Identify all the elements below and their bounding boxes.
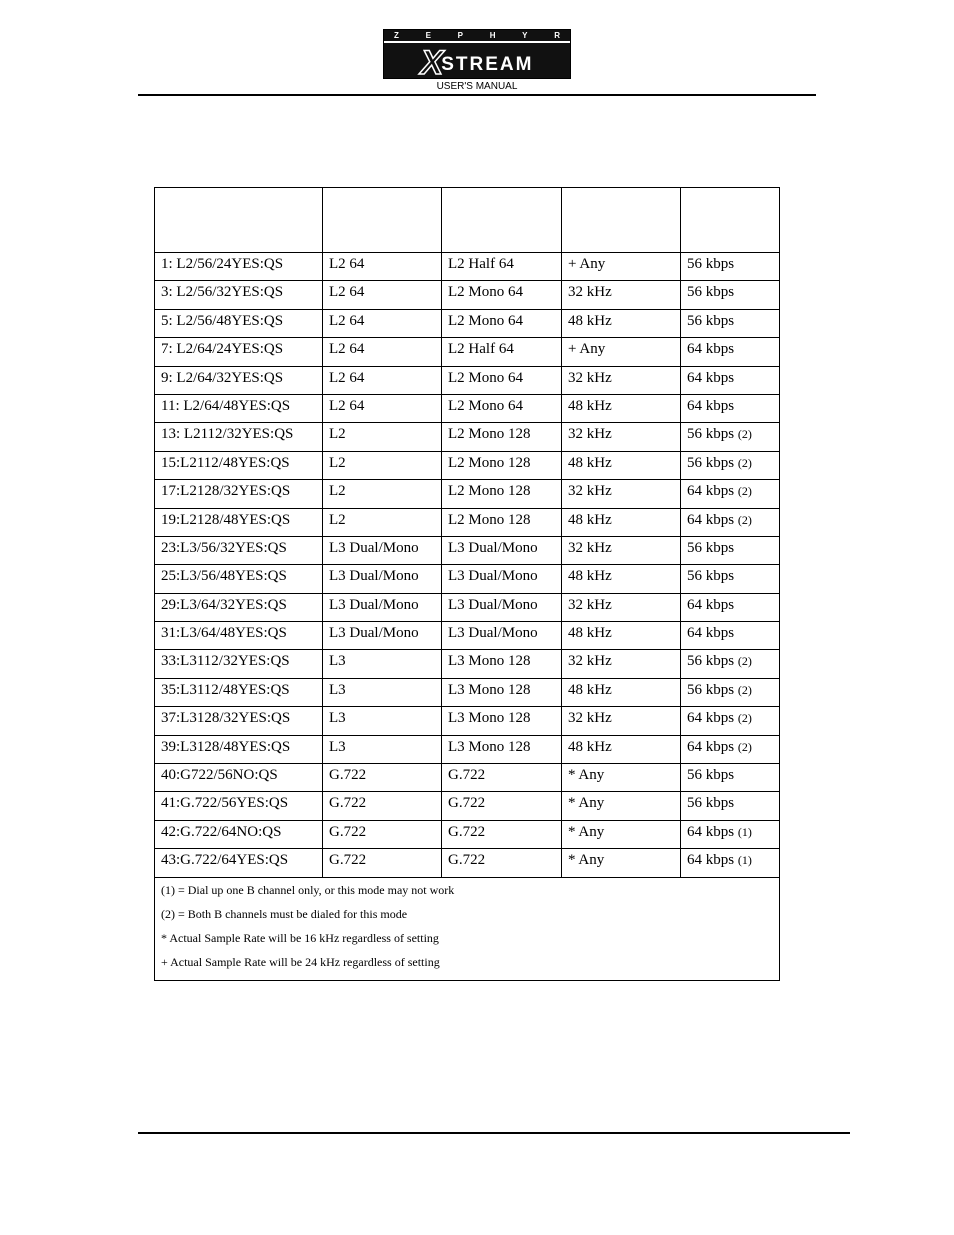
table-cell: 48 kHz: [562, 309, 681, 337]
table-row: [155, 678, 780, 706]
table-row: [155, 735, 780, 763]
table-cell: 35:L3112/48YES:QS: [155, 678, 323, 706]
table-cell-rate: [681, 650, 780, 678]
table-cell: G.722: [323, 764, 442, 792]
table-cell: L3 Dual/Mono: [442, 565, 562, 593]
rate-note: (2): [737, 455, 752, 470]
table-cell: L2 Mono 128: [442, 508, 562, 536]
table-cell: L2 Half 64: [442, 253, 562, 281]
table-header-row: [155, 188, 780, 253]
rate-value: 56 kbps: [687, 284, 735, 301]
rate-value: 64 kbps: [687, 852, 735, 869]
table-row: [155, 366, 780, 394]
rate-value: 56 kbps: [687, 568, 735, 585]
table-cell: 23:L3/56/32YES:QS: [155, 536, 323, 564]
table-cell: L2: [323, 423, 442, 451]
rate-value: 64 kbps: [687, 483, 735, 500]
manual-subtitle: USER'S MANUAL: [436, 81, 518, 92]
table-cell-rate: [681, 423, 780, 451]
table-cell: L2 Half 64: [442, 338, 562, 366]
table-cell: G.722: [323, 792, 442, 820]
table-cell-rate: [681, 678, 780, 706]
table-cell: L3 Dual/Mono: [323, 593, 442, 621]
table-cell: L2 64: [323, 309, 442, 337]
table-cell: 29:L3/64/32YES:QS: [155, 593, 323, 621]
table-cell: 31:L3/64/48YES:QS: [155, 622, 323, 650]
table-cell: L3: [323, 707, 442, 735]
table-cell: * Any: [562, 849, 681, 877]
logo-wordmark: [384, 45, 570, 80]
table-cell: L2 Mono 128: [442, 480, 562, 508]
footer-rule: [138, 1132, 850, 1134]
table-cell: 43:G.722/64YES:QS: [155, 849, 323, 877]
table-row: [155, 309, 780, 337]
table-cell: 5: L2/56/48YES:QS: [155, 309, 323, 337]
table-cell-rate: [681, 309, 780, 337]
table-cell: 48 kHz: [562, 622, 681, 650]
table-row: [155, 707, 780, 735]
table-cell: 32 kHz: [562, 707, 681, 735]
table-cell: 32 kHz: [562, 281, 681, 309]
table-row: [155, 451, 780, 479]
table-cell: 32 kHz: [562, 593, 681, 621]
table-cell: L2: [323, 451, 442, 479]
table-cell: 19:L2128/48YES:QS: [155, 508, 323, 536]
table-cell-rate: [681, 593, 780, 621]
table-cell: L2 Mono 128: [442, 423, 562, 451]
table-cell-rate: [681, 735, 780, 763]
footnote: (1) = Dial up one B channel only, or this mode may not work: [161, 882, 455, 897]
logo-brand-letters: [384, 30, 570, 43]
table-cell: 32 kHz: [562, 536, 681, 564]
rate-note: (2): [737, 654, 752, 669]
zephyr-xstream-logo: [383, 29, 571, 82]
table-cell: L2 Mono 64: [442, 366, 562, 394]
table-row: [155, 622, 780, 650]
table-row: [155, 565, 780, 593]
rate-value: 64 kbps: [687, 511, 735, 528]
table-cell: L2: [323, 508, 442, 536]
table-cell-rate: [681, 764, 780, 792]
table-cell: G.722: [442, 792, 562, 820]
table-row: [155, 394, 780, 422]
table-cell: L3 Mono 128: [442, 650, 562, 678]
table-cell: G.722: [442, 764, 562, 792]
rate-value: 64 kbps: [687, 823, 735, 840]
table-cell: L2 64: [323, 253, 442, 281]
table-cell-rate: [681, 820, 780, 848]
table-cell: 37:L3128/32YES:QS: [155, 707, 323, 735]
rate-note: (1): [737, 853, 752, 868]
table-cell-rate: [681, 451, 780, 479]
table-row: [155, 650, 780, 678]
table-cell: 11: L2/64/48YES:QS: [155, 394, 323, 422]
table-cell: + Any: [562, 338, 681, 366]
table-cell: 32 kHz: [562, 366, 681, 394]
logo-letter: Y: [522, 30, 528, 40]
table-cell-rate: [681, 338, 780, 366]
rate-value: 64 kbps: [687, 341, 735, 358]
header-rule: [138, 94, 816, 96]
rate-value: 64 kbps: [687, 369, 735, 386]
table-cell: 41:G.722/56YES:QS: [155, 792, 323, 820]
footnotes-row: [155, 877, 780, 980]
table-cell: L2: [323, 480, 442, 508]
logo-letter: P: [457, 30, 463, 40]
footnote: + Actual Sample Rate will be 24 kHz regardless of setting: [161, 954, 440, 969]
table-row: [155, 281, 780, 309]
footnote: (2) = Both B channels must be dialed for this mode: [161, 906, 408, 921]
logo-letter: H: [489, 30, 496, 40]
mode-table: [154, 187, 780, 981]
table-cell: 13: L2112/32YES:QS: [155, 423, 323, 451]
footnotes: [155, 877, 780, 980]
table-cell: G.722: [323, 849, 442, 877]
logo-x: X: [420, 43, 444, 82]
rate-value: 56 kbps: [687, 795, 735, 812]
table-cell: 32 kHz: [562, 423, 681, 451]
table-cell: 1: L2/56/24YES:QS: [155, 253, 323, 281]
rate-value: 64 kbps: [687, 738, 735, 755]
table-cell-rate: [681, 281, 780, 309]
table-cell: + Any: [562, 253, 681, 281]
rate-value: 64 kbps: [687, 625, 735, 642]
table-row: [155, 423, 780, 451]
table-cell: 17:L2128/32YES:QS: [155, 480, 323, 508]
table-cell: L3 Dual/Mono: [323, 536, 442, 564]
table-cell: * Any: [562, 764, 681, 792]
logo-letter: Z: [394, 30, 399, 40]
column-header: [562, 188, 681, 253]
table-cell: 42:G.722/64NO:QS: [155, 820, 323, 848]
rate-value: 56 kbps: [687, 767, 735, 784]
table-cell-rate: [681, 792, 780, 820]
table-cell: 25:L3/56/48YES:QS: [155, 565, 323, 593]
logo-letter: E: [425, 30, 431, 40]
column-header: [323, 188, 442, 253]
table-cell: L2 64: [323, 366, 442, 394]
table-row: [155, 593, 780, 621]
table-cell-rate: [681, 480, 780, 508]
table-row: [155, 338, 780, 366]
table-cell: G.722: [323, 820, 442, 848]
table-cell: L2 64: [323, 338, 442, 366]
table-cell: L3 Dual/Mono: [442, 622, 562, 650]
table-cell-rate: [681, 394, 780, 422]
table-cell: L2 Mono 64: [442, 281, 562, 309]
table-row: [155, 792, 780, 820]
table-cell-rate: [681, 622, 780, 650]
rate-value: 56 kbps: [687, 256, 735, 272]
table-row: [155, 508, 780, 536]
rate-value: 56 kbps: [687, 653, 735, 670]
column-header: [681, 188, 780, 253]
rate-note: (2): [737, 512, 752, 527]
table-cell-rate: [681, 849, 780, 877]
table-cell: 15:L2112/48YES:QS: [155, 451, 323, 479]
rate-note: (2): [737, 682, 752, 697]
table-cell-rate: [681, 707, 780, 735]
table-cell: L3 Mono 128: [442, 707, 562, 735]
rate-value: 56 kbps: [687, 454, 735, 471]
rate-value: 64 kbps: [687, 397, 735, 414]
footnote: * Actual Sample Rate will be 16 kHz regardless of setting: [161, 930, 439, 945]
table-cell: L2 64: [323, 394, 442, 422]
rate-value: 64 kbps: [687, 710, 735, 727]
table-cell: 48 kHz: [562, 565, 681, 593]
table-cell: G.722: [442, 820, 562, 848]
table-cell: 32 kHz: [562, 650, 681, 678]
table-cell: L3 Mono 128: [442, 678, 562, 706]
table-cell: L3 Dual/Mono: [323, 565, 442, 593]
rate-value: 56 kbps: [687, 681, 735, 698]
table-cell: L2 64: [323, 281, 442, 309]
table-row: [155, 764, 780, 792]
table-cell-rate: [681, 253, 780, 281]
table-cell: * Any: [562, 820, 681, 848]
logo-word: STREAM: [441, 54, 534, 75]
rate-note: (2): [737, 484, 752, 499]
table-cell: L3: [323, 735, 442, 763]
table-cell-rate: [681, 508, 780, 536]
rate-note: (1): [737, 824, 752, 839]
table-row: [155, 480, 780, 508]
table-cell: 48 kHz: [562, 508, 681, 536]
table-cell: 9: L2/64/32YES:QS: [155, 366, 323, 394]
table-row: [155, 820, 780, 848]
table-cell-rate: [681, 565, 780, 593]
table-cell: 3: L2/56/32YES:QS: [155, 281, 323, 309]
table-cell: L2 Mono 128: [442, 451, 562, 479]
table-cell: L3: [323, 650, 442, 678]
table-cell-rate: [681, 366, 780, 394]
table-cell: 32 kHz: [562, 480, 681, 508]
rate-note: (2): [737, 427, 752, 442]
rate-value: 56 kbps: [687, 539, 735, 556]
rate-value: 56 kbps: [687, 426, 735, 443]
table-cell: L3 Mono 128: [442, 735, 562, 763]
column-header: [442, 188, 562, 253]
rate-value: 64 kbps: [687, 596, 735, 613]
table-cell: G.722: [442, 849, 562, 877]
table-cell: L3: [323, 678, 442, 706]
rate-note: (2): [737, 739, 752, 754]
table-cell: 48 kHz: [562, 394, 681, 422]
table-cell: L3 Dual/Mono: [323, 622, 442, 650]
table-cell: L2 Mono 64: [442, 309, 562, 337]
table-cell: 39:L3128/48YES:QS: [155, 735, 323, 763]
table-cell: L3 Dual/Mono: [442, 536, 562, 564]
table-cell: L3 Dual/Mono: [442, 593, 562, 621]
table-cell: * Any: [562, 792, 681, 820]
table-row: [155, 849, 780, 877]
table-cell: 48 kHz: [562, 735, 681, 763]
table-row: [155, 253, 780, 281]
table-cell: 48 kHz: [562, 678, 681, 706]
table-cell: 7: L2/64/24YES:QS: [155, 338, 323, 366]
table-cell-rate: [681, 536, 780, 564]
rate-note: (2): [737, 711, 752, 726]
rate-value: 56 kbps: [687, 312, 735, 329]
table-row: [155, 536, 780, 564]
table-cell: 33:L3112/32YES:QS: [155, 650, 323, 678]
table-cell: 40:G722/56NO:QS: [155, 764, 323, 792]
table-cell: 48 kHz: [562, 451, 681, 479]
logo-letter: R: [554, 30, 560, 40]
column-header: [155, 188, 323, 253]
table-cell: L2 Mono 64: [442, 394, 562, 422]
